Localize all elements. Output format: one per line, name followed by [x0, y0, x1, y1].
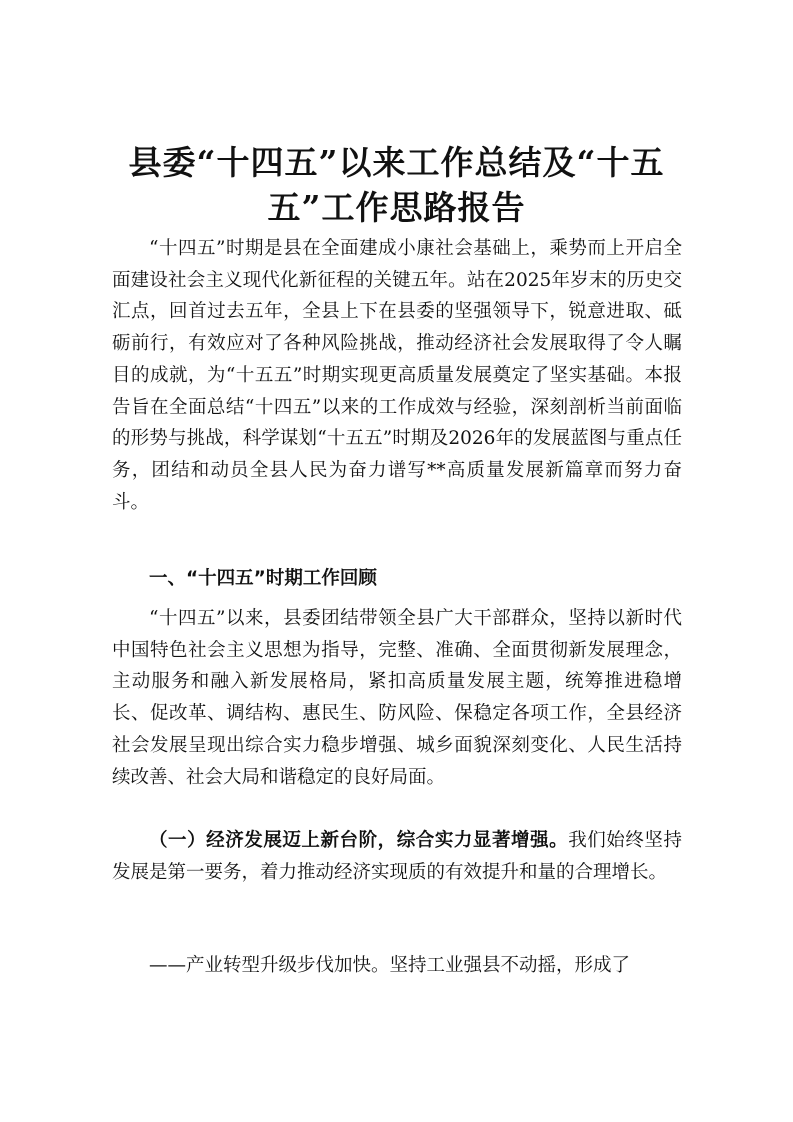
subsection-heading-economy: （一）经济发展迈上新台阶，综合实力显著增强。 [149, 830, 569, 851]
economy-paragraph [112, 825, 682, 888]
section-heading-review: 一、“十四五”时期工作回顾 [149, 568, 377, 589]
industry-paragraph: ——产业转型升级步伐加快。坚持工业强县不动摇，形成了 [149, 955, 631, 976]
document-title: 县委“十四五”以来工作总结及“十五五”工作思路报告 [128, 143, 665, 227]
economy-paragraph-text: 我们始终坚持发展是第一要务，着力推动经济实现质的有效提升和量的合理增长。 [112, 830, 682, 883]
intro-paragraph: “十四五”时期是县在全面建成小康社会基础上，乘势而上开启全面建设社会主义现代化新征程的关键五年。站在2025年岁末的历史交汇点，回首过去五年，全县上下在县委的坚强领导下，锐意进取、砥砺前行，有效应对了各种风险挑战，推动经济社会发展取得了令人瞩目的成就，为“十五五”时期实现更高质量发展奠定了坚实基础。本报告旨在全面总结“十四五”以来的工作成效与经验，深刻剖析当前面临的形势与挑战，科学谋划“十五五”时期及2026年的发展蓝图与重点任务，团结和动员全县人民为奋力谱写**高质量发展新篇章而努力奋斗。 [112, 238, 682, 513]
review-paragraph: “十四五”以来，县委团结带领全县广大干部群众，坚持以新时代中国特色社会主义思想为指导，完整、准确、全面贯彻新发展理念，主动服务和融入新发展格局，紧扣高质量发展主题，统筹推进稳增长、促改革、调结构、惠民生、防风险、保稳定各项工作，全县经济社会发展呈现出综合实力稳步增强、城乡面貌深刻变化、人民生活持续改善、社会大局和谐稳定的良好局面。 [112, 608, 682, 788]
